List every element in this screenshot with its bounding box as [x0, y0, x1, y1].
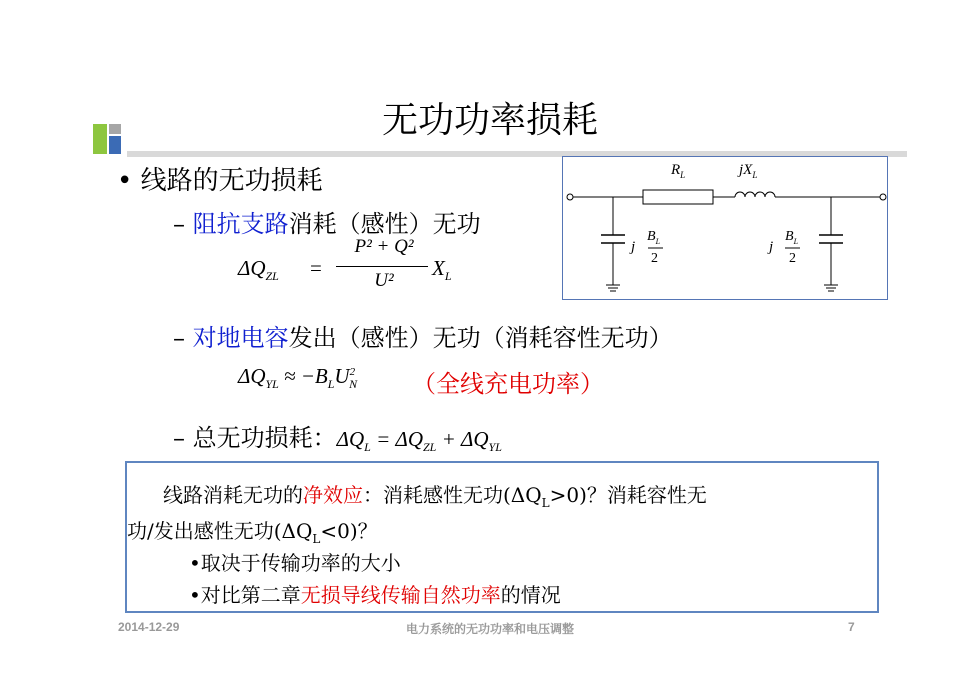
b-left-j: j: [631, 239, 636, 255]
page-number: 7: [848, 620, 855, 634]
item-impedance: – 阻抗支路消耗（感性）无功: [173, 210, 481, 238]
bullet-heading: • 线路的无功损耗: [117, 166, 323, 196]
impedance-highlight: 阻抗支路: [192, 210, 289, 238]
charging-power-note: （全线充电功率）: [412, 370, 604, 398]
b-right-num: $B_L$: [785, 229, 799, 246]
note-line-1: 线路消耗无功的净效应：消耗感性无功$(\Delta Q_L>0)$？消耗容性无: [163, 483, 707, 510]
item-capacitance: – 对地电容发出（感性）无功（消耗容性无功）: [173, 324, 673, 352]
b-right-den: 2: [789, 251, 796, 266]
b-right-j: j: [769, 239, 774, 255]
note-bullet-1: •取决于传输功率的大小: [189, 551, 401, 575]
note-box: [125, 461, 879, 613]
title-decoration: [93, 124, 127, 158]
formula-dq-yl: $\Delta Q_{YL} \approx -B_LU^2_N$: [238, 364, 358, 392]
right-terminal: [880, 194, 886, 200]
formula-dq-zl: $\Delta Q_{ZL}$ = P² + Q² U² $X_L$: [238, 236, 452, 291]
footer-date: 2014-12-29: [118, 620, 180, 634]
b-left-den: 2: [651, 251, 658, 266]
note-bullet-2: •对比第二章无损导线传输自然功率的情况: [189, 583, 561, 607]
note-line-2: 功/发出感性无功$(\Delta Q_L<0)$？: [127, 519, 378, 546]
capacitance-highlight: 对地电容: [192, 324, 289, 352]
resistor: [643, 190, 713, 204]
b-left-num: $B_L$: [647, 229, 661, 246]
pi-circuit-diagram: [562, 156, 888, 300]
r-label: $R_L$: [671, 162, 686, 180]
item-total: – 总无功损耗：$\Delta Q_L = \Delta Q_{ZL} + \Delta Q_{YL}$: [173, 424, 502, 455]
left-terminal: [567, 194, 573, 200]
slide-title: 无功功率损耗: [381, 100, 598, 141]
footer-title: 电力系统的无功功率和电压调整: [405, 622, 574, 636]
circuit-svg: [563, 157, 887, 299]
inductor: [735, 192, 775, 197]
x-label: $jX_L$: [739, 162, 758, 180]
formula-total: $\Delta Q_L = \Delta Q_{ZL} + \Delta Q_{YL}$: [336, 427, 502, 455]
